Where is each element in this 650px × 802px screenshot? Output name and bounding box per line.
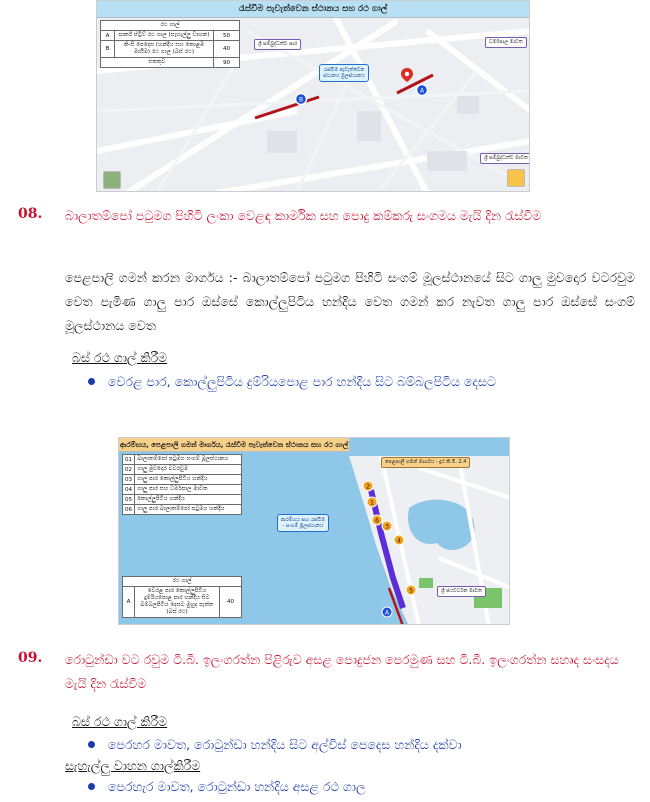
marker-b-icon: [294, 92, 308, 106]
svg-text:A: A: [419, 87, 425, 95]
marker-2-icon: [362, 480, 374, 492]
section-title: බාලාතම්පෝ පටුමග පිහිටි ලංකා වෙළඳ කාර්මික සහ පොදු කම්කරු සංගමය මැයි දින රැස්වීම: [65, 208, 542, 223]
map-1-street-tag: ශ්‍රී සම්බුද්ධත්ව පාර: [254, 39, 301, 50]
map-1-title: රැස්වීම පැවැත්වෙන ස්ථානය සහ රථ ගාල්: [97, 1, 529, 18]
marker-5-icon: [405, 584, 417, 596]
bullet-icon: [88, 783, 95, 790]
map-2-start-callout: ආරම්භය සහ රැස්වීම - සංගම් මූලස්ථානය: [277, 514, 329, 532]
table-row: 06 ගාලු පාර බාලාතම්පෝ පටුමග හන්දිය: [123, 505, 242, 515]
svg-text:5: 5: [409, 587, 413, 595]
svg-text:4: 4: [397, 537, 401, 545]
table-row: A වෙරළ පාර කොල්ලුපිටිය දුම්රියපොළ පාර හන්දිය සිට බම්බලපිටිය දෙසට මුහුද පැත්ත (බස් රථ) 40: [123, 587, 242, 618]
map-1-layer-button[interactable]: [103, 171, 121, 189]
marker-6-icon: [371, 514, 383, 526]
bus-parking-heading: බස් රථ ගාල් කිරීම: [72, 714, 168, 729]
section-number: 08.: [18, 206, 43, 222]
table-row: A පාර්ක් ස්ට්‍රීට් රථ ගාල (සැහැල්ලු වාහන) 50: [101, 31, 240, 41]
list-item: වෙරළ පාර, කොල්ලුපිටිය දුම්රියපොළ පාර හන්දිය සිට බම්බලපිටිය දෙසට: [88, 374, 496, 390]
svg-text:2: 2: [366, 483, 370, 491]
table-row: 01 බාලාතම්පෝ පටුමග සංගම් මූලස්ථානය: [123, 455, 242, 465]
bullet-icon: [88, 741, 95, 748]
table-row: 03 ගාලු පාර කොල්ලුපිටිය හන්දිය: [123, 475, 242, 485]
table-row: 02 ගාලු මුවදොර වටරවුම: [123, 465, 242, 475]
list-item: පෙරහැර මාවත, රොටුන්ඩා හන්දිය අසළ රථ ගාල: [88, 779, 366, 795]
map-1-meeting-place: [96, 0, 530, 192]
map-1-street-tag: ධර්මපාල මාවත: [485, 37, 527, 48]
svg-text:1: 1: [370, 499, 374, 507]
map-1-parking-table: [100, 20, 240, 68]
svg-text:A: A: [384, 609, 390, 617]
table-row: B කි-සි පෙදෙස (හන්දිය සහ කොළඹ මායිම) රථ ගාල (බස් රථ) 40: [101, 41, 240, 58]
map-2-distance-tag: පෙළපාලි ගමන් මාර්ගය - දුර කි.මී. 2.4: [381, 457, 470, 468]
map-1-pegman-button[interactable]: [507, 169, 525, 187]
table-row: 04 ගාලු පාර සහ ධර්මපාල මාවත: [123, 485, 242, 495]
marker-4-icon: [393, 534, 405, 546]
map-2-route: [118, 437, 510, 625]
map-2-route-table: [122, 454, 242, 515]
parking-table-header: රථ ගාල්: [101, 21, 240, 31]
list-item: පෙරහර මාවත, රොටුන්ඩා හන්දිය සිට අල්විස් පෙදෙස හන්දිය දක්වා: [88, 737, 462, 753]
marker-a-icon: [415, 83, 429, 97]
map-2-street-tag: ශ්‍රී ජයවර්ධන මාවත: [437, 586, 486, 597]
table-row-total: එකතුව 90: [101, 58, 240, 68]
section-title: රොටුන්ඩා වට රවුම ටී.බී. ඉලංගරත්න පිළිරුව අසළ පොදුජන පෙරමුණ සහ ටී.බී. ඉලංගරත්න සහෘද සංසදය මැයි දින රැස්වීම: [65, 652, 619, 691]
marker-a-icon: [381, 606, 393, 618]
light-vehicle-parking-heading: සැහැල්ලු වාහන ගාල්කිරීම: [65, 758, 201, 773]
table-row: 05 කොල්ලුපිටිය හන්දිය: [123, 495, 242, 505]
marker-1-icon: [366, 496, 378, 508]
map-1-meeting-callout: රැස්වීම පැවැත්වෙන ස්ථානය මුලස්ථානය: [319, 64, 369, 82]
location-pin-icon: [399, 67, 415, 83]
map-2-title: ආරම්භය, පෙළපාලි ගමන් මාර්ගය, රැස්වීම පැවැත්වෙන ස්ථානය සහ රථ ගාල්: [119, 438, 349, 452]
svg-text:B: B: [298, 96, 304, 104]
route-description: පෙළපාලි ගමන් කරන මාර්ගය :- බාලාතම්පෝ පටුමග පිහිටි සංගම් මූලස්ථානයේ සිට ගාලු මුවදොර වටරවුම වෙත පැමිණ ගාලු පාර ඔස්සේ කොල්ලුපිටිය හන්දිය වෙත ගමන් කර නැවත ගාලු පාර ඔස්සේ සංගම් මූලස්ථානය වෙත: [65, 270, 635, 333]
map-2-parking-table: [122, 576, 242, 618]
svg-text:3: 3: [385, 523, 389, 531]
map-1-street-tag: ශ්‍රී සම්බුද්ධත්ව මාවත: [480, 153, 530, 164]
section-number: 09.: [18, 650, 43, 666]
parking-table-header: රථ ගාල්: [123, 577, 242, 587]
bullet-icon: [88, 378, 95, 385]
bus-parking-heading: බස් රථ ගාල් කිරීම: [72, 350, 168, 365]
svg-text:6: 6: [375, 517, 379, 525]
